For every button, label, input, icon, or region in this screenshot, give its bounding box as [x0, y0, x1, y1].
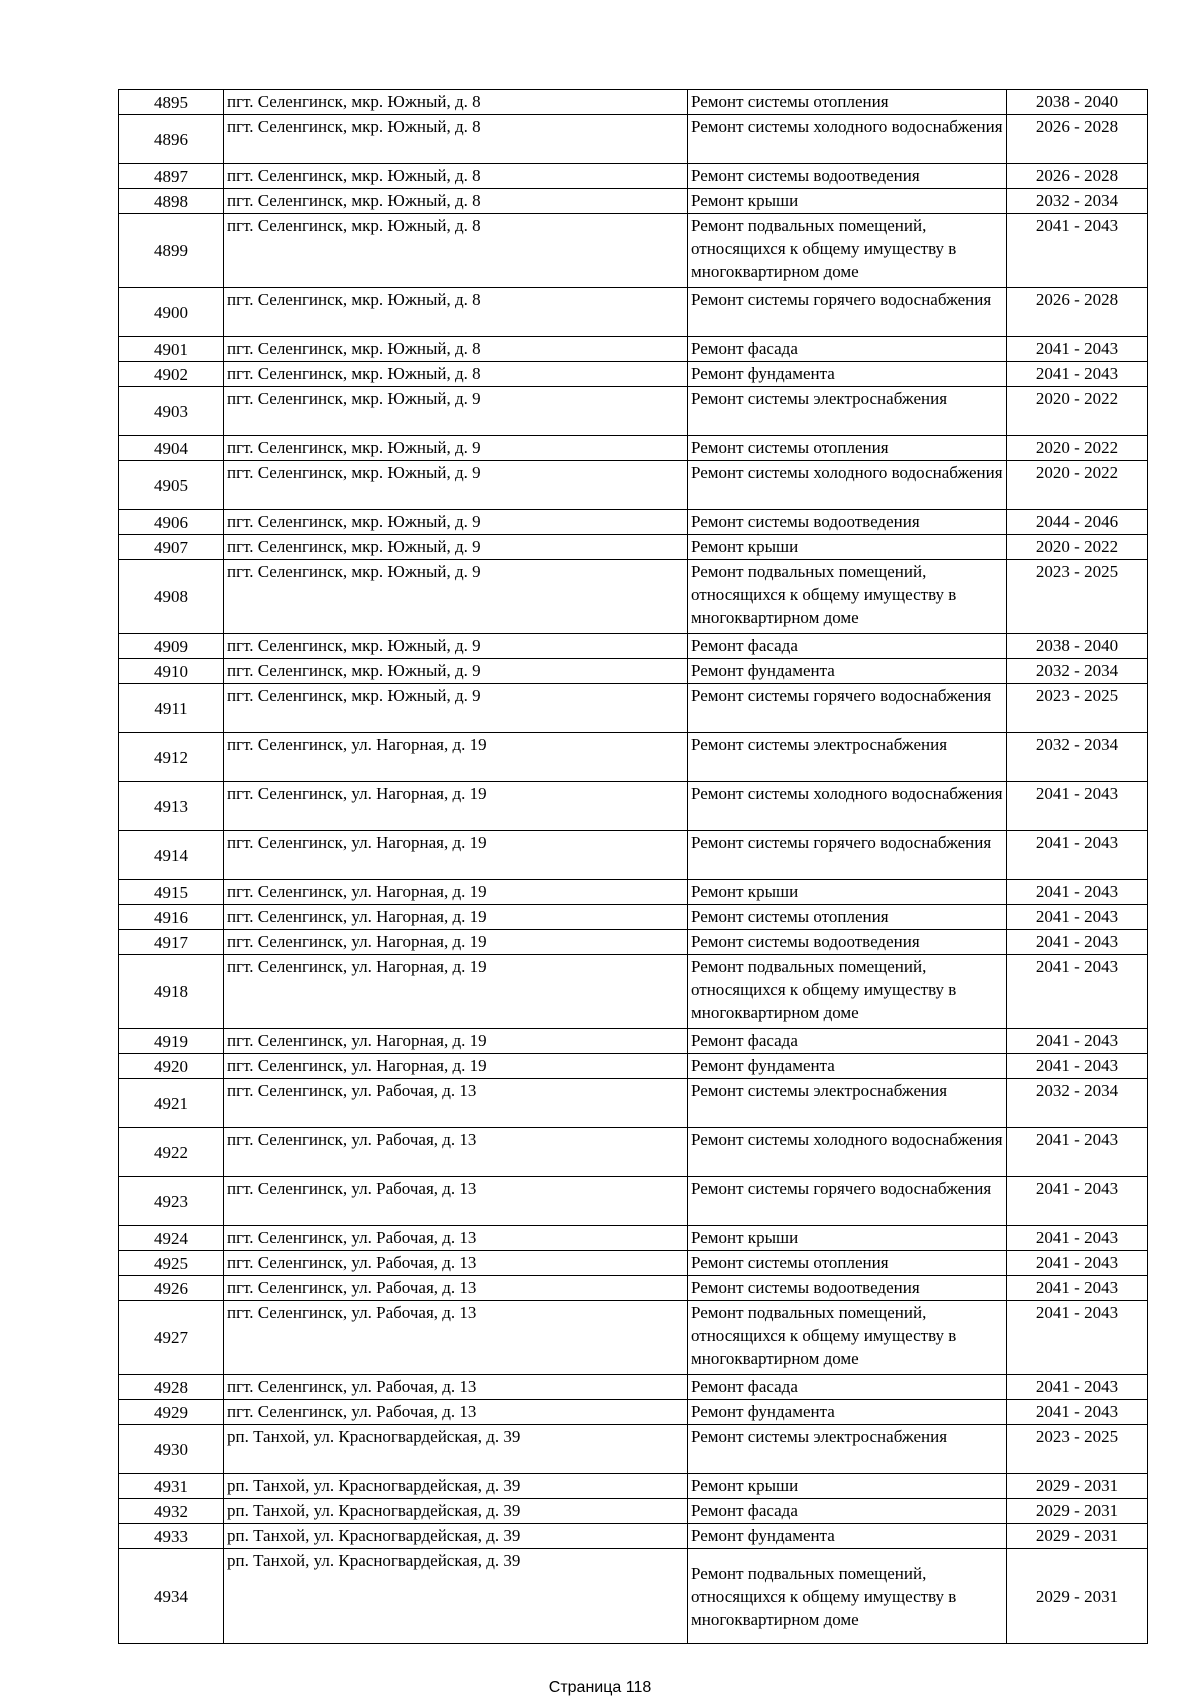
row-address: пгт. Селенгинск, ул. Рабочая, д. 13 — [224, 1226, 688, 1251]
row-number: 4899 — [119, 214, 224, 288]
table-row — [119, 214, 1148, 288]
row-years: 2041 - 2043 — [1007, 880, 1148, 905]
row-years: 2032 - 2034 — [1007, 733, 1148, 782]
row-address: рп. Танхой, ул. Красногвардейская, д. 39 — [224, 1425, 688, 1474]
row-work-type: Ремонт подвальных помещений, относящихся к общему имуществу в многоквартирном доме — [688, 955, 1007, 1029]
row-years: 2041 - 2043 — [1007, 1177, 1148, 1226]
table-row — [119, 1524, 1148, 1549]
row-work-type: Ремонт системы отопления — [688, 436, 1007, 461]
row-address: пгт. Селенгинск, ул. Рабочая, д. 13 — [224, 1177, 688, 1226]
row-number: 4914 — [119, 831, 224, 880]
row-work-type: Ремонт подвальных помещений, относящихся к общему имуществу в многоквартирном доме — [688, 560, 1007, 634]
row-years: 2041 - 2043 — [1007, 1251, 1148, 1276]
row-number: 4901 — [119, 337, 224, 362]
table-row — [119, 560, 1148, 634]
table-row — [119, 189, 1148, 214]
table-row — [119, 164, 1148, 189]
row-years: 2041 - 2043 — [1007, 362, 1148, 387]
row-address: пгт. Селенгинск, ул. Нагорная, д. 19 — [224, 1054, 688, 1079]
table-row — [119, 1400, 1148, 1425]
row-address: пгт. Селенгинск, мкр. Южный, д. 9 — [224, 461, 688, 510]
table-row — [119, 733, 1148, 782]
row-number: 4919 — [119, 1029, 224, 1054]
row-work-type: Ремонт системы водоотведения — [688, 930, 1007, 955]
page-number: Страница 118 — [548, 1679, 652, 1696]
row-work-type: Ремонт системы электроснабжения — [688, 733, 1007, 782]
row-years: 2023 - 2025 — [1007, 1425, 1148, 1474]
row-number: 4918 — [119, 955, 224, 1029]
row-number: 4927 — [119, 1301, 224, 1375]
row-work-type: Ремонт системы холодного водоснабжения — [688, 461, 1007, 510]
row-years: 2041 - 2043 — [1007, 1054, 1148, 1079]
table-row — [119, 510, 1148, 535]
row-address: пгт. Селенгинск, ул. Рабочая, д. 13 — [224, 1400, 688, 1425]
row-years: 2032 - 2034 — [1007, 1079, 1148, 1128]
row-work-type: Ремонт фасада — [688, 634, 1007, 659]
row-years: 2041 - 2043 — [1007, 214, 1148, 288]
row-years: 2041 - 2043 — [1007, 337, 1148, 362]
table-row — [119, 905, 1148, 930]
row-work-type: Ремонт системы электроснабжения — [688, 387, 1007, 436]
table-row — [119, 1226, 1148, 1251]
table-row — [119, 1079, 1148, 1128]
row-years: 2029 - 2031 — [1007, 1499, 1148, 1524]
table-row — [119, 1301, 1148, 1375]
row-number: 4909 — [119, 634, 224, 659]
row-number: 4912 — [119, 733, 224, 782]
row-number: 4911 — [119, 684, 224, 733]
row-work-type: Ремонт крыши — [688, 189, 1007, 214]
row-work-type: Ремонт фасада — [688, 1375, 1007, 1400]
row-years: 2041 - 2043 — [1007, 1375, 1148, 1400]
row-address: пгт. Селенгинск, ул. Рабочая, д. 13 — [224, 1375, 688, 1400]
table-row — [119, 1425, 1148, 1474]
row-address: пгт. Селенгинск, ул. Нагорная, д. 19 — [224, 905, 688, 930]
row-address: пгт. Селенгинск, ул. Рабочая, д. 13 — [224, 1276, 688, 1301]
row-years: 2041 - 2043 — [1007, 905, 1148, 930]
row-address: пгт. Селенгинск, мкр. Южный, д. 8 — [224, 115, 688, 164]
row-work-type: Ремонт системы электроснабжения — [688, 1425, 1007, 1474]
row-number: 4908 — [119, 560, 224, 634]
row-years: 2041 - 2043 — [1007, 1276, 1148, 1301]
table-row — [119, 659, 1148, 684]
row-address: пгт. Селенгинск, мкр. Южный, д. 9 — [224, 510, 688, 535]
row-years: 2020 - 2022 — [1007, 387, 1148, 436]
row-work-type: Ремонт системы отопления — [688, 1251, 1007, 1276]
row-number: 4934 — [119, 1549, 224, 1644]
row-work-type: Ремонт системы холодного водоснабжения — [688, 782, 1007, 831]
row-address: пгт. Селенгинск, ул. Рабочая, д. 13 — [224, 1128, 688, 1177]
table-body — [119, 90, 1148, 1644]
row-number: 4928 — [119, 1375, 224, 1400]
row-work-type: Ремонт системы горячего водоснабжения — [688, 831, 1007, 880]
row-address: пгт. Селенгинск, мкр. Южный, д. 8 — [224, 90, 688, 115]
table-row — [119, 115, 1148, 164]
table-row — [119, 684, 1148, 733]
row-number: 4933 — [119, 1524, 224, 1549]
table-row — [119, 362, 1148, 387]
row-number: 4906 — [119, 510, 224, 535]
row-number: 4900 — [119, 288, 224, 337]
row-address: пгт. Селенгинск, ул. Рабочая, д. 13 — [224, 1301, 688, 1375]
row-work-type: Ремонт системы горячего водоснабжения — [688, 288, 1007, 337]
row-number: 4932 — [119, 1499, 224, 1524]
row-years: 2044 - 2046 — [1007, 510, 1148, 535]
row-address: пгт. Селенгинск, ул. Нагорная, д. 19 — [224, 880, 688, 905]
row-years: 2029 - 2031 — [1007, 1524, 1148, 1549]
row-address: пгт. Селенгинск, ул. Рабочая, д. 13 — [224, 1079, 688, 1128]
row-years: 2032 - 2034 — [1007, 189, 1148, 214]
row-number: 4924 — [119, 1226, 224, 1251]
row-address: пгт. Селенгинск, мкр. Южный, д. 8 — [224, 189, 688, 214]
row-work-type: Ремонт системы водоотведения — [688, 1276, 1007, 1301]
row-address: пгт. Селенгинск, мкр. Южный, д. 9 — [224, 659, 688, 684]
row-work-type: Ремонт крыши — [688, 1226, 1007, 1251]
table-row — [119, 1251, 1148, 1276]
row-address: пгт. Селенгинск, мкр. Южный, д. 9 — [224, 560, 688, 634]
row-work-type: Ремонт фундамента — [688, 362, 1007, 387]
row-number: 4905 — [119, 461, 224, 510]
row-years: 2020 - 2022 — [1007, 535, 1148, 560]
row-number: 4917 — [119, 930, 224, 955]
table-row — [119, 1029, 1148, 1054]
row-address: рп. Танхой, ул. Красногвардейская, д. 39 — [224, 1549, 688, 1644]
row-number: 4925 — [119, 1251, 224, 1276]
row-work-type: Ремонт фундамента — [688, 659, 1007, 684]
row-number: 4913 — [119, 782, 224, 831]
table-row — [119, 634, 1148, 659]
row-address: пгт. Селенгинск, ул. Нагорная, д. 19 — [224, 782, 688, 831]
row-years: 2032 - 2034 — [1007, 659, 1148, 684]
row-work-type: Ремонт подвальных помещений, относящихся к общему имуществу в многоквартирном доме — [688, 214, 1007, 288]
row-work-type: Ремонт фундамента — [688, 1054, 1007, 1079]
row-work-type: Ремонт фасада — [688, 1499, 1007, 1524]
table-row — [119, 782, 1148, 831]
row-years: 2029 - 2031 — [1007, 1549, 1148, 1644]
row-number: 4895 — [119, 90, 224, 115]
row-work-type: Ремонт системы отопления — [688, 90, 1007, 115]
row-address: пгт. Селенгинск, ул. Нагорная, д. 19 — [224, 955, 688, 1029]
row-address: рп. Танхой, ул. Красногвардейская, д. 39 — [224, 1524, 688, 1549]
row-address: пгт. Селенгинск, мкр. Южный, д. 9 — [224, 387, 688, 436]
table-row — [119, 831, 1148, 880]
row-years: 2038 - 2040 — [1007, 634, 1148, 659]
row-work-type: Ремонт фасада — [688, 1029, 1007, 1054]
table-row — [119, 1276, 1148, 1301]
row-address: пгт. Селенгинск, мкр. Южный, д. 8 — [224, 214, 688, 288]
row-work-type: Ремонт системы горячего водоснабжения — [688, 1177, 1007, 1226]
row-address: пгт. Селенгинск, мкр. Южный, д. 8 — [224, 362, 688, 387]
row-number: 4898 — [119, 189, 224, 214]
row-years: 2041 - 2043 — [1007, 782, 1148, 831]
row-number: 4929 — [119, 1400, 224, 1425]
row-number: 4904 — [119, 436, 224, 461]
table-row — [119, 1054, 1148, 1079]
table-row — [119, 1375, 1148, 1400]
table-row — [119, 461, 1148, 510]
row-number: 4931 — [119, 1474, 224, 1499]
table-row — [119, 1549, 1148, 1644]
row-number: 4915 — [119, 880, 224, 905]
row-years: 2041 - 2043 — [1007, 1029, 1148, 1054]
row-work-type: Ремонт фундамента — [688, 1524, 1007, 1549]
row-work-type: Ремонт системы холодного водоснабжения — [688, 1128, 1007, 1177]
table-row — [119, 1474, 1148, 1499]
row-number: 4930 — [119, 1425, 224, 1474]
row-number: 4923 — [119, 1177, 224, 1226]
table-row — [119, 535, 1148, 560]
row-number: 4903 — [119, 387, 224, 436]
row-years: 2026 - 2028 — [1007, 115, 1148, 164]
row-number: 4922 — [119, 1128, 224, 1177]
row-address: пгт. Селенгинск, мкр. Южный, д. 8 — [224, 288, 688, 337]
row-work-type: Ремонт системы холодного водоснабжения — [688, 115, 1007, 164]
row-number: 4907 — [119, 535, 224, 560]
row-years: 2041 - 2043 — [1007, 1301, 1148, 1375]
row-years: 2023 - 2025 — [1007, 684, 1148, 733]
repair-schedule-table — [118, 89, 1148, 1644]
row-years: 2026 - 2028 — [1007, 164, 1148, 189]
table-row — [119, 955, 1148, 1029]
row-years: 2041 - 2043 — [1007, 1226, 1148, 1251]
row-address: пгт. Селенгинск, ул. Нагорная, д. 19 — [224, 831, 688, 880]
row-address: пгт. Селенгинск, мкр. Южный, д. 8 — [224, 337, 688, 362]
row-years: 2020 - 2022 — [1007, 461, 1148, 510]
row-number: 4926 — [119, 1276, 224, 1301]
row-address: рп. Танхой, ул. Красногвардейская, д. 39 — [224, 1499, 688, 1524]
row-work-type: Ремонт системы отопления — [688, 905, 1007, 930]
table-row — [119, 1177, 1148, 1226]
table-row — [119, 1128, 1148, 1177]
row-years: 2041 - 2043 — [1007, 930, 1148, 955]
row-number: 4897 — [119, 164, 224, 189]
table-row — [119, 880, 1148, 905]
row-years: 2041 - 2043 — [1007, 1400, 1148, 1425]
table-row — [119, 337, 1148, 362]
row-number: 4896 — [119, 115, 224, 164]
row-address: пгт. Селенгинск, мкр. Южный, д. 9 — [224, 684, 688, 733]
row-work-type: Ремонт системы водоотведения — [688, 510, 1007, 535]
row-number: 4921 — [119, 1079, 224, 1128]
row-work-type: Ремонт системы горячего водоснабжения — [688, 684, 1007, 733]
row-work-type: Ремонт системы электроснабжения — [688, 1079, 1007, 1128]
table-row — [119, 1499, 1148, 1524]
row-address: пгт. Селенгинск, мкр. Южный, д. 9 — [224, 436, 688, 461]
row-address: пгт. Селенгинск, мкр. Южный, д. 9 — [224, 634, 688, 659]
table-row — [119, 288, 1148, 337]
row-number: 4916 — [119, 905, 224, 930]
row-years: 2026 - 2028 — [1007, 288, 1148, 337]
row-years: 2041 - 2043 — [1007, 831, 1148, 880]
row-address: пгт. Селенгинск, ул. Нагорная, д. 19 — [224, 930, 688, 955]
row-years: 2038 - 2040 — [1007, 90, 1148, 115]
row-number: 4910 — [119, 659, 224, 684]
row-work-type: Ремонт крыши — [688, 880, 1007, 905]
row-work-type: Ремонт системы водоотведения — [688, 164, 1007, 189]
row-address: рп. Танхой, ул. Красногвардейская, д. 39 — [224, 1474, 688, 1499]
row-address: пгт. Селенгинск, мкр. Южный, д. 9 — [224, 535, 688, 560]
row-address: пгт. Селенгинск, ул. Рабочая, д. 13 — [224, 1251, 688, 1276]
table-row — [119, 387, 1148, 436]
row-address: пгт. Селенгинск, ул. Нагорная, д. 19 — [224, 733, 688, 782]
row-work-type: Ремонт крыши — [688, 1474, 1007, 1499]
row-number: 4902 — [119, 362, 224, 387]
row-number: 4920 — [119, 1054, 224, 1079]
row-work-type: Ремонт фундамента — [688, 1400, 1007, 1425]
table-row — [119, 930, 1148, 955]
row-years: 2041 - 2043 — [1007, 955, 1148, 1029]
row-work-type: Ремонт крыши — [688, 535, 1007, 560]
row-years: 2041 - 2043 — [1007, 1128, 1148, 1177]
row-years: 2020 - 2022 — [1007, 436, 1148, 461]
row-years: 2023 - 2025 — [1007, 560, 1148, 634]
row-address: пгт. Селенгинск, ул. Нагорная, д. 19 — [224, 1029, 688, 1054]
table-row — [119, 90, 1148, 115]
row-work-type: Ремонт фасада — [688, 337, 1007, 362]
table-row — [119, 436, 1148, 461]
row-years: 2029 - 2031 — [1007, 1474, 1148, 1499]
row-address: пгт. Селенгинск, мкр. Южный, д. 8 — [224, 164, 688, 189]
row-work-type: Ремонт подвальных помещений, относящихся к общему имуществу в многоквартирном доме — [688, 1301, 1007, 1375]
row-work-type: Ремонт подвальных помещений, относящихся к общему имуществу в многоквартирном доме — [688, 1549, 1007, 1644]
